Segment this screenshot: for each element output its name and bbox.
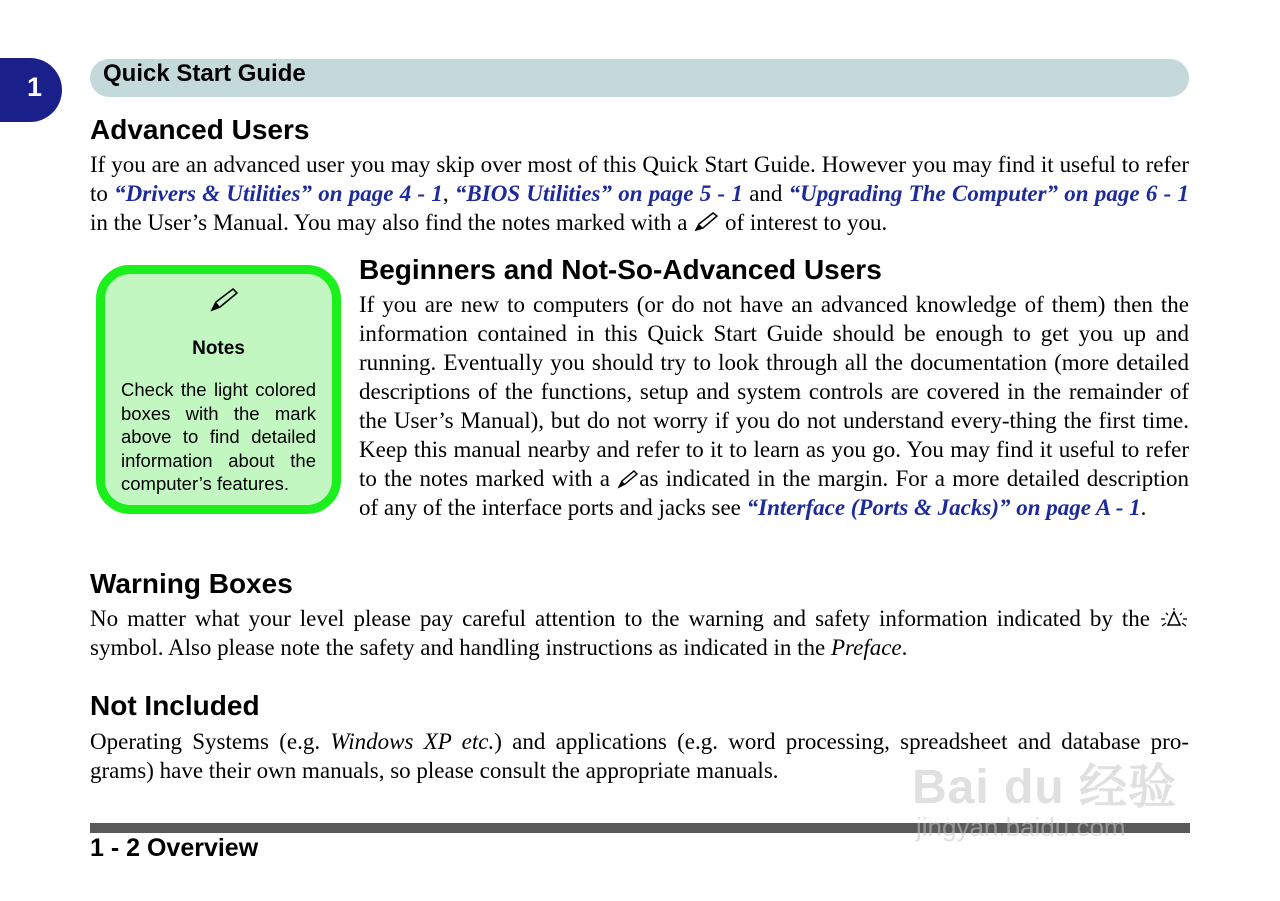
advanced-text-4: of interest to you.	[719, 210, 888, 235]
pencil-icon	[617, 469, 639, 489]
warning-text-3: .	[901, 635, 908, 660]
pencil-icon	[693, 211, 719, 233]
warning-paragraph	[90, 604, 1189, 662]
warning-icon	[1159, 607, 1189, 629]
beginners-heading: Beginners and Not-So-Advanced Users	[359, 254, 882, 285]
advanced-users-heading: Advanced Users	[90, 114, 310, 145]
not-included-paragraph	[90, 727, 1189, 785]
not-included-text-2: ) and applications (e.g. word processing, spreadsheet and database pro-grams) have their own manuals, so please consult the appropriate manuals.	[90, 729, 1190, 783]
advanced-text-3: in the User’s Manual. You may also find the notes marked with a	[90, 210, 694, 235]
watermark-logo-text: Bai du 经验	[912, 761, 1178, 814]
beginners-text-1: If you are new to computers (or do not have an advanced knowledge of them) then the information contained in this Quick Start Guide should be enough to get you up and running. Eventually you should try to look through all the documentation (more detailed descriptions of the functions, setup and system controls are covered in the remainder of the User’s Manual), but do not worry if you do not understand every-thing the first time. Keep this manual nearby and refer to it to learn as you go. You may find it useful to refer to the notes marked with a	[359, 292, 1189, 491]
link-interface-ports-jacks[interactable]: “Interface (Ports & Jacks)” on page A - 1	[746, 495, 1141, 520]
chapter-tab	[0, 58, 62, 122]
link-bios-utilities[interactable]: “BIOS Utilities” on page 5 - 1	[454, 181, 743, 206]
chapter-number: 1	[27, 72, 43, 102]
warning-boxes-heading: Warning Boxes	[90, 568, 293, 599]
not-included-heading: Not Included	[90, 690, 260, 721]
beginners-text-2: as indicated in the margin. For a more detailed description of any of the interface ports and jacks see	[359, 466, 1189, 520]
notes-title: Notes	[192, 338, 245, 359]
link-upgrading-computer[interactable]: “Upgrading The Computer” on page 6 - 1	[788, 181, 1190, 206]
advanced-separator: ,	[442, 181, 455, 206]
advanced-text-2: and	[742, 181, 789, 206]
header-title: Quick Start Guide	[103, 60, 306, 87]
footer-rule	[90, 823, 1190, 833]
notes-box	[96, 265, 341, 514]
beginners-paragraph	[359, 290, 1189, 522]
preface-reference: Preface	[830, 635, 902, 660]
notes-text: Check the light colored boxes with the mark above to find detailed information about the computer’s features.	[121, 379, 316, 494]
watermark-url: jingyan.baidu.com	[916, 812, 1126, 842]
advanced-text-1: If you are an advanced user you may skip over most of this Quick Start Guide. However you may find it useful to refer to	[90, 152, 1189, 206]
advanced-users-paragraph	[90, 150, 1189, 237]
beginners-text-3: .	[1140, 495, 1147, 520]
warning-text-1: No matter what your level please pay careful attention to the warning and safety information indicated by the	[90, 606, 1159, 631]
windows-xp-reference: Windows XP etc.	[330, 729, 495, 754]
not-included-text-1: Operating Systems (e.g.	[90, 729, 331, 754]
warning-text-2: symbol. Also please note the safety and handling instructions as indicated in the	[90, 635, 831, 660]
pencil-icon	[209, 287, 239, 313]
header-bar	[90, 59, 1189, 97]
footer-page-label: 1 - 2 Overview	[90, 834, 259, 862]
link-drivers-utilities[interactable]: “Drivers & Utilities” on page 4 - 1	[114, 181, 443, 206]
